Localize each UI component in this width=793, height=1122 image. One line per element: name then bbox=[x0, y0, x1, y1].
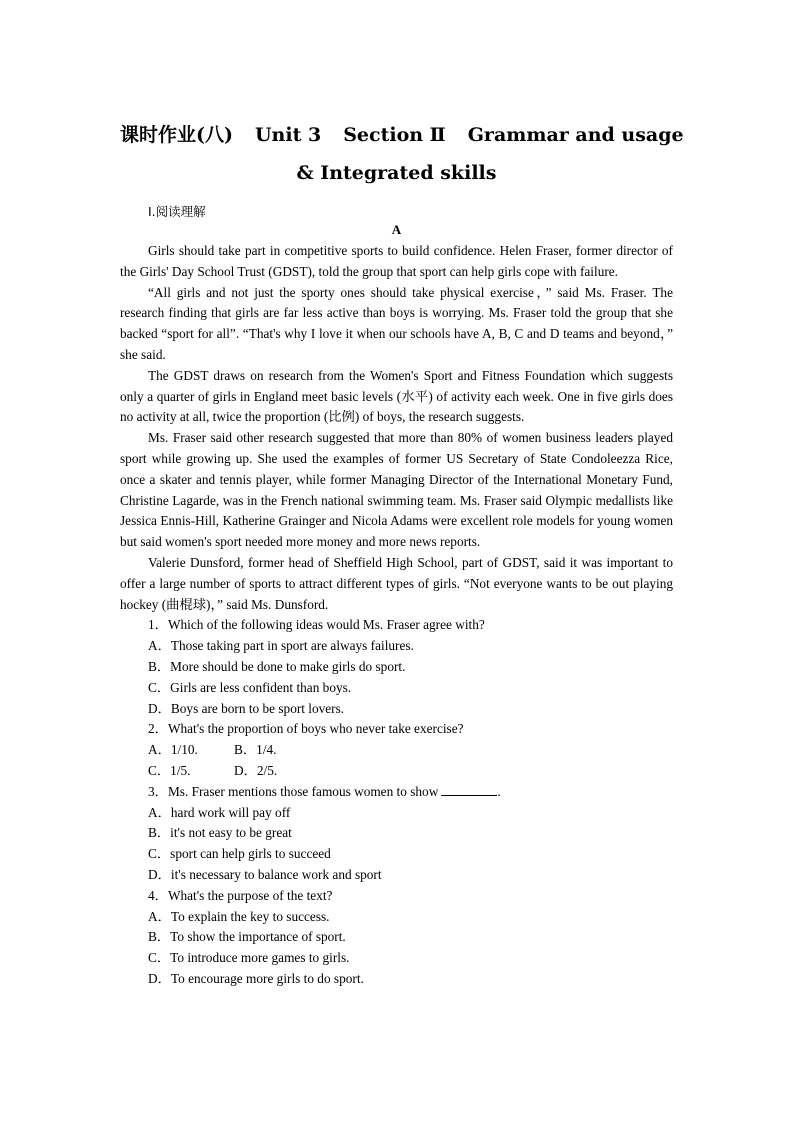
question-stem bbox=[120, 886, 673, 907]
option-text: To show the importance of sport. bbox=[170, 929, 346, 945]
option-d bbox=[120, 969, 673, 990]
option-text: 1/10. bbox=[170, 742, 198, 758]
question-text: What's the purpose of the text? bbox=[167, 887, 333, 903]
option-text: To encourage more girls to do sport. bbox=[170, 970, 364, 986]
question-number: 4． bbox=[148, 887, 168, 903]
title-topic: Grammar and usage bbox=[467, 124, 684, 146]
option-text: 2/5. bbox=[256, 762, 278, 778]
option-d bbox=[120, 865, 673, 886]
passage-paragraph: Girls should take part in competitive sports to build confidence. Helen Fraser, former director of the Girls' Day School Trust (GDST), told the group that sport can help girls cope with failure. bbox=[120, 243, 673, 279]
option-text: Boys are born to be sport lovers. bbox=[170, 700, 345, 716]
option-c bbox=[120, 678, 673, 699]
option-a bbox=[148, 740, 234, 761]
option-letter: C． bbox=[148, 846, 171, 862]
option-letter: D． bbox=[148, 970, 171, 986]
option-a bbox=[120, 907, 673, 928]
option-c bbox=[148, 761, 234, 782]
question-3 bbox=[120, 782, 673, 886]
option-letter: C． bbox=[148, 762, 171, 778]
title-unit: Unit 3 bbox=[254, 124, 322, 146]
passage-paragraph: Ms. Fraser said other research suggested that more than 80% of women business leaders played sport while growing up. She used the examples of former US Secretary of State Condoleezza Rice, once a skater and tennis player, while former Managing Director of the International Monetary Fund, Christine Lagarde, was in the French national swimming team. Ms. Fraser said Olympic medallists like Jessica Ennis-Hill, Katherine Grainger and Nicola Adams were excellent role models for young women but said women's sport needed more money and more news reports. bbox=[120, 430, 673, 550]
option-text: To introduce more games to girls. bbox=[170, 950, 350, 966]
option-letter: A． bbox=[148, 804, 171, 820]
question-text: Which of the following ideas would Ms. Fraser agree with? bbox=[167, 617, 485, 633]
page-title bbox=[120, 120, 684, 147]
option-a bbox=[120, 803, 673, 824]
question-text: Ms. Fraser mentions those famous women to show bbox=[167, 783, 439, 799]
title-chinese: 课时作业(八) bbox=[120, 124, 233, 146]
option-text: More should be done to make girls do sport. bbox=[170, 658, 406, 674]
option-text: it's necessary to balance work and sport bbox=[170, 866, 382, 882]
question-text-end: . bbox=[497, 783, 501, 799]
option-letter: B． bbox=[148, 929, 171, 945]
option-letter: A． bbox=[148, 908, 171, 924]
option-a bbox=[120, 636, 673, 657]
passage-paragraph: Valerie Dunsford, former head of Sheffield High School, part of GDST, said it was important to offer a large number of sports to attract different types of girls. “Not everyone wants to be out playing hockey (曲棍球)，” said Ms. Dunsford. bbox=[120, 554, 673, 612]
option-row bbox=[120, 740, 673, 761]
passage-paragraph: “All girls and not just the sporty ones should take physical exercise，” said Ms. Fraser. The research finding that girls are far less active than boys is worrying. Ms. Fraser told the group that she backed “sport for all”. “That's why I love it when our schools have A, B, C and D teams and beyond，” she said. bbox=[120, 284, 673, 362]
question-4 bbox=[120, 886, 673, 990]
option-text: Girls are less confident than boys. bbox=[170, 679, 352, 695]
option-d bbox=[234, 761, 320, 782]
option-letter: B． bbox=[148, 825, 171, 841]
option-text: it's not easy to be great bbox=[170, 825, 292, 841]
question-text: What's the proportion of boys who never take exercise? bbox=[167, 721, 464, 737]
question-number: 1． bbox=[148, 617, 168, 633]
answer-blank bbox=[441, 783, 497, 796]
option-c bbox=[120, 948, 673, 969]
option-c bbox=[120, 844, 673, 865]
option-b bbox=[120, 823, 673, 844]
option-letter: C． bbox=[148, 679, 171, 695]
passage-paragraph: The GDST draws on research from the Women's Sport and Fitness Foundation which suggests only a quarter of girls in England meet basic levels (水平) of activity each week. One in five girls does no activity at all, twice the proportion (比例) of boys, the research suggests. bbox=[120, 367, 673, 425]
option-letter: D． bbox=[148, 866, 171, 882]
question-number: 3． bbox=[148, 783, 168, 799]
option-letter: B． bbox=[234, 742, 257, 758]
option-text: 1/5. bbox=[170, 762, 191, 778]
option-text: To explain the key to success. bbox=[170, 908, 330, 924]
question-stem bbox=[120, 719, 673, 740]
option-text: 1/4. bbox=[256, 742, 277, 758]
page-subtitle: & Integrated skills bbox=[296, 162, 497, 184]
question-2 bbox=[120, 719, 673, 781]
question-stem bbox=[120, 782, 673, 803]
question-stem bbox=[120, 615, 673, 636]
question-1 bbox=[120, 615, 673, 719]
option-letter: D． bbox=[148, 700, 171, 716]
option-text: Those taking part in sport are always failures. bbox=[170, 638, 414, 654]
section-heading: Ⅰ.阅读理解 bbox=[148, 204, 206, 219]
title-section: Section Ⅱ bbox=[343, 124, 446, 146]
option-letter: B． bbox=[148, 658, 171, 674]
passage-body bbox=[120, 241, 673, 990]
option-d bbox=[120, 699, 673, 720]
option-b bbox=[120, 657, 673, 678]
option-letter: C． bbox=[148, 950, 171, 966]
question-number: 2． bbox=[148, 721, 168, 737]
option-letter: D． bbox=[234, 762, 257, 778]
option-letter: A． bbox=[148, 638, 171, 654]
option-row bbox=[120, 761, 673, 782]
option-b bbox=[120, 927, 673, 948]
option-text: sport can help girls to succeed bbox=[170, 846, 331, 862]
option-letter: A． bbox=[148, 742, 171, 758]
option-text: hard work will pay off bbox=[170, 804, 291, 820]
passage-label: A bbox=[391, 222, 402, 237]
option-b bbox=[234, 740, 320, 761]
